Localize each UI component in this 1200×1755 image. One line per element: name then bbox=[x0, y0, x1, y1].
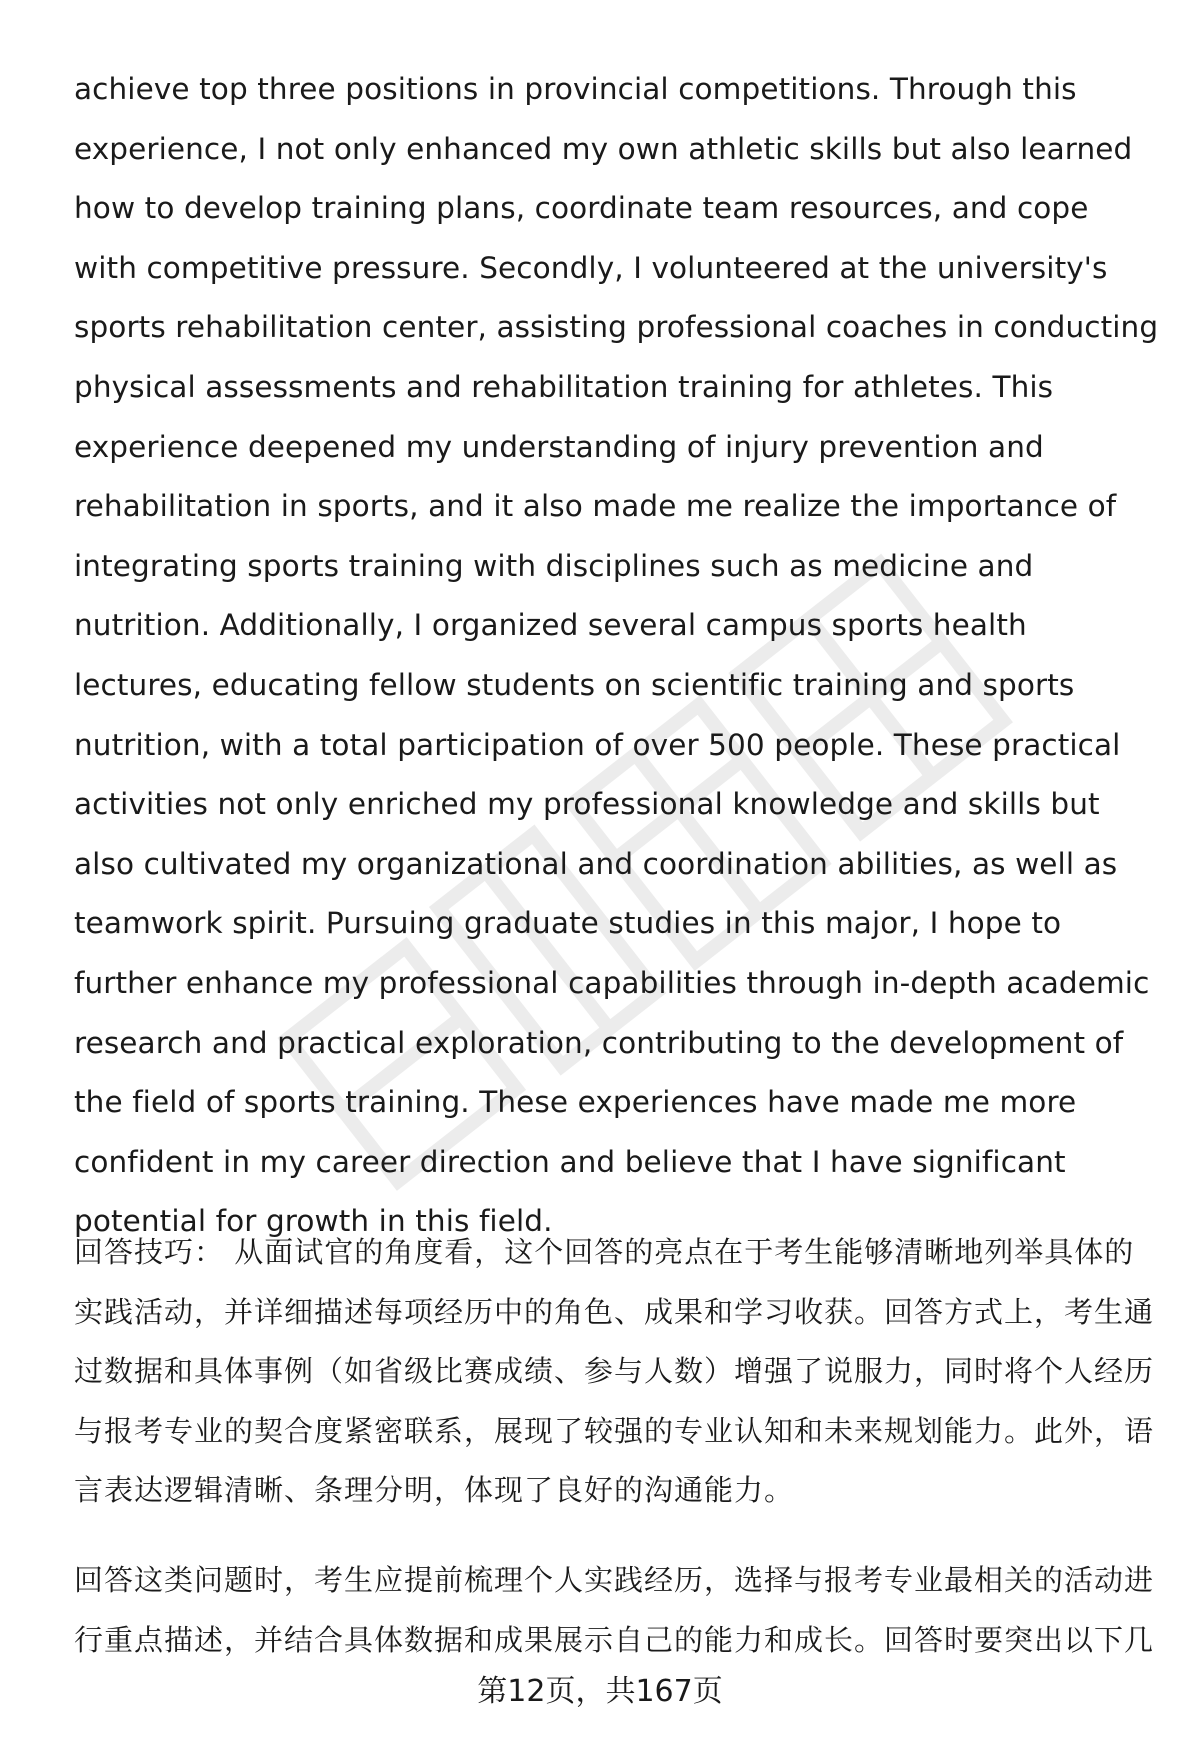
tips-paragraph: 回答技巧： 从面试官的角度看，这个回答的亮点在于考生能够清晰地列举具体的实践活动，并详细描述每项经历中的角色、成果和学习收获。回答方式上，考生通过数据和具体事例（如省级比赛成绩、参与人数）增强了说服力，同时将个人经历与报考专业的契合度紧密联系，展现了较强的专业认知和未来规划能力。此外，语言表达逻辑清晰、条理分明，体现了良好的沟通能力。 bbox=[74, 1235, 1155, 1508]
advice-paragraph: 回答这类问题时，考生应提前梳理个人实践经历，选择与报考专业最相关的活动进行重点描述，并结合具体数据和成果展示自己的能力和成长。回答时要突出以下几 bbox=[74, 1563, 1155, 1657]
page-number: 第12页，共167页 bbox=[477, 1674, 723, 1709]
answer-paragraph: achieve top three positions in provincial competitions. Through this experience, I not only enhanced my own athletic skills but also learned how to develop training plans, coordinate team resources, and cope with competitive pressure. Secondly, I volunteered at the university's sports rehabilitation center, assisting professional coaches in conducting physical assessments and rehabilitation training for athletes. This experience deepened my understanding of injury prevention and rehabilitation in sports, and it also made me realize the importance of integrating sports training with disciplines such as medicine and nutrition. Additionally, I organized several campus sports health lectures, educating fellow students on scientific training and sports nutrition, with a total participation of over 500 people. These practical activities not only enriched my professional knowledge and skills but also cultivated my organizational and coordination abilities, as well as teamwork spirit. Pursuing graduate studies in this major, I hope to further enhance my professional capabilities through in-depth academic research and practical exploration, contributing to the development of the field of sports training. These experiences have made me more confident in my career direction and believe that I have significant potential for growth in this field. bbox=[74, 72, 1159, 1239]
